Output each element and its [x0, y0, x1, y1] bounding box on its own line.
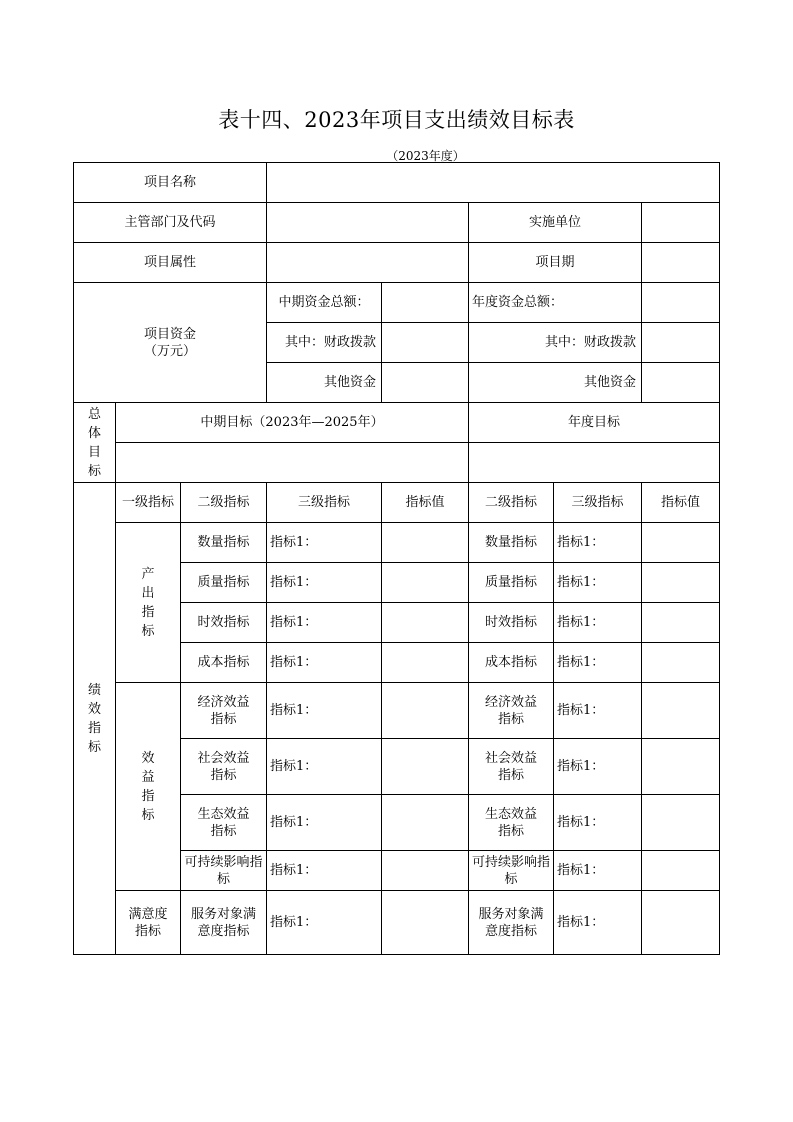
funds-unit-text: （万元）: [143, 343, 196, 359]
indicator-input[interactable]: 指标1：: [554, 795, 642, 851]
indicator-value[interactable]: [642, 643, 720, 683]
annual-other-field[interactable]: [642, 363, 720, 403]
annual-goal-header: 年度目标: [469, 403, 720, 443]
satisfaction-item-label: 服务对象满意度指标: [469, 891, 554, 955]
implementing-unit-label: 实施单位: [469, 203, 642, 243]
indicator-value[interactable]: [642, 563, 720, 603]
row-goals-content: [74, 443, 720, 483]
indicator-input[interactable]: 指标1：: [267, 523, 382, 563]
annual-fiscal-label: 其中：财政拨款: [469, 323, 642, 363]
annual-goal-field[interactable]: [469, 443, 720, 483]
department-code-label: 主管部门及代码: [74, 203, 267, 243]
indicator-input[interactable]: 指标1：: [267, 643, 382, 683]
indicator-value[interactable]: [642, 795, 720, 851]
document-title: 表十四、2023年项目支出绩效目标表: [218, 108, 575, 132]
indicator-input[interactable]: 指标1：: [554, 563, 642, 603]
output-indicator-label: 产出指标: [116, 523, 181, 683]
satisfaction-item-label: 服务对象满意度指标: [181, 891, 267, 955]
row-funds-total: [74, 283, 720, 323]
performance-indicator-label: 绩效指标: [74, 483, 116, 955]
indicator-value[interactable]: [642, 603, 720, 643]
output-item-label: 成本指标: [469, 643, 554, 683]
annual-fiscal-field[interactable]: [642, 323, 720, 363]
indicator-value[interactable]: [382, 603, 469, 643]
project-name-label: 项目名称: [74, 163, 267, 203]
indicator-value[interactable]: [382, 683, 469, 739]
department-code-field[interactable]: [267, 203, 469, 243]
indicator-value[interactable]: [642, 523, 720, 563]
indicator-value[interactable]: [642, 891, 720, 955]
output-item-label: 质量指标: [469, 563, 554, 603]
indicator-value[interactable]: [382, 563, 469, 603]
annual-other-label: 其他资金: [469, 363, 642, 403]
annual-total-label: 年度资金总额：: [469, 283, 642, 323]
header-level2-annual: 二级指标: [469, 483, 554, 523]
output-item-label: 时效指标: [469, 603, 554, 643]
row-goals-header: [74, 403, 720, 443]
satisfaction-indicator-label: 满意度指标: [116, 891, 181, 955]
benefit-item-label: 可持续影响指标: [469, 851, 554, 891]
benefit-item-label: 经济效益指标: [181, 683, 267, 739]
indicator-input[interactable]: 指标1：: [554, 891, 642, 955]
indicator-value[interactable]: [382, 643, 469, 683]
indicator-value[interactable]: [382, 739, 469, 795]
indicator-value[interactable]: [382, 795, 469, 851]
project-name-field[interactable]: [267, 163, 720, 203]
indicator-input[interactable]: 指标1：: [554, 523, 642, 563]
indicator-value[interactable]: [642, 683, 720, 739]
benefit-item-label: 社会效益指标: [469, 739, 554, 795]
annual-total-field[interactable]: [642, 283, 720, 323]
header-level3: 三级指标: [267, 483, 382, 523]
row-satisfaction: [74, 891, 720, 955]
project-attribute-field[interactable]: [267, 243, 469, 283]
indicator-value[interactable]: [642, 739, 720, 795]
output-item-label: 成本指标: [181, 643, 267, 683]
header-value: 指标值: [382, 483, 469, 523]
row-output-quantity: [74, 523, 720, 563]
indicator-input[interactable]: 指标1：: [267, 683, 382, 739]
output-item-label: 质量指标: [181, 563, 267, 603]
indicator-input[interactable]: 指标1：: [267, 891, 382, 955]
row-benefit-economic: [74, 683, 720, 739]
project-period-label: 项目期: [469, 243, 642, 283]
indicator-input[interactable]: 指标1：: [267, 563, 382, 603]
output-item-label: 数量指标: [181, 523, 267, 563]
benefit-item-label: 经济效益指标: [469, 683, 554, 739]
indicator-value[interactable]: [382, 891, 469, 955]
indicator-input[interactable]: 指标1：: [267, 795, 382, 851]
indicator-value[interactable]: [382, 851, 469, 891]
midterm-fiscal-field[interactable]: [382, 323, 469, 363]
midterm-other-field[interactable]: [382, 363, 469, 403]
project-funds-label: [74, 283, 267, 403]
midterm-other-label: 其他资金: [267, 363, 382, 403]
indicator-value[interactable]: [642, 851, 720, 891]
indicator-input[interactable]: 指标1：: [554, 739, 642, 795]
performance-target-table: [73, 162, 720, 955]
funds-label-text: 项目资金: [143, 326, 196, 342]
header-level1: 一级指标: [116, 483, 181, 523]
project-attribute-label: 项目属性: [74, 243, 267, 283]
implementing-unit-field[interactable]: [642, 203, 720, 243]
benefit-item-label: 社会效益指标: [181, 739, 267, 795]
indicator-input[interactable]: 指标1：: [267, 739, 382, 795]
indicator-input[interactable]: 指标1：: [554, 643, 642, 683]
midterm-fiscal-label: 其中：财政拨款: [267, 323, 382, 363]
header-level3-annual: 三级指标: [554, 483, 642, 523]
output-item-label: 数量指标: [469, 523, 554, 563]
row-department: [74, 203, 720, 243]
benefit-item-label: 可持续影响指标: [181, 851, 267, 891]
benefit-item-label: 生态效益指标: [469, 795, 554, 851]
output-item-label: 时效指标: [181, 603, 267, 643]
indicator-input[interactable]: 指标1：: [267, 851, 382, 891]
benefit-indicator-label: 效益指标: [116, 683, 181, 891]
benefit-item-label: 生态效益指标: [181, 795, 267, 851]
indicator-input[interactable]: 指标1：: [267, 603, 382, 643]
indicator-input[interactable]: 指标1：: [554, 683, 642, 739]
row-attribute: [74, 243, 720, 283]
row-indicator-headers: [74, 483, 720, 523]
header-level2: 二级指标: [181, 483, 267, 523]
midterm-total-field[interactable]: [382, 283, 469, 323]
overall-goal-label: 总体目标: [74, 403, 116, 483]
indicator-input[interactable]: 指标1：: [554, 603, 642, 643]
midterm-goal-field[interactable]: [116, 443, 469, 483]
row-project-name: [74, 163, 720, 203]
midterm-goal-header: 中期目标（2023年—2025年）: [116, 403, 469, 443]
year-label: （2023年度）: [386, 149, 465, 163]
header-value-annual: 指标值: [642, 483, 720, 523]
indicator-value[interactable]: [382, 523, 469, 563]
indicator-input[interactable]: 指标1：: [554, 851, 642, 891]
project-period-field[interactable]: [642, 243, 720, 283]
midterm-total-label: 中期资金总额：: [267, 283, 382, 323]
